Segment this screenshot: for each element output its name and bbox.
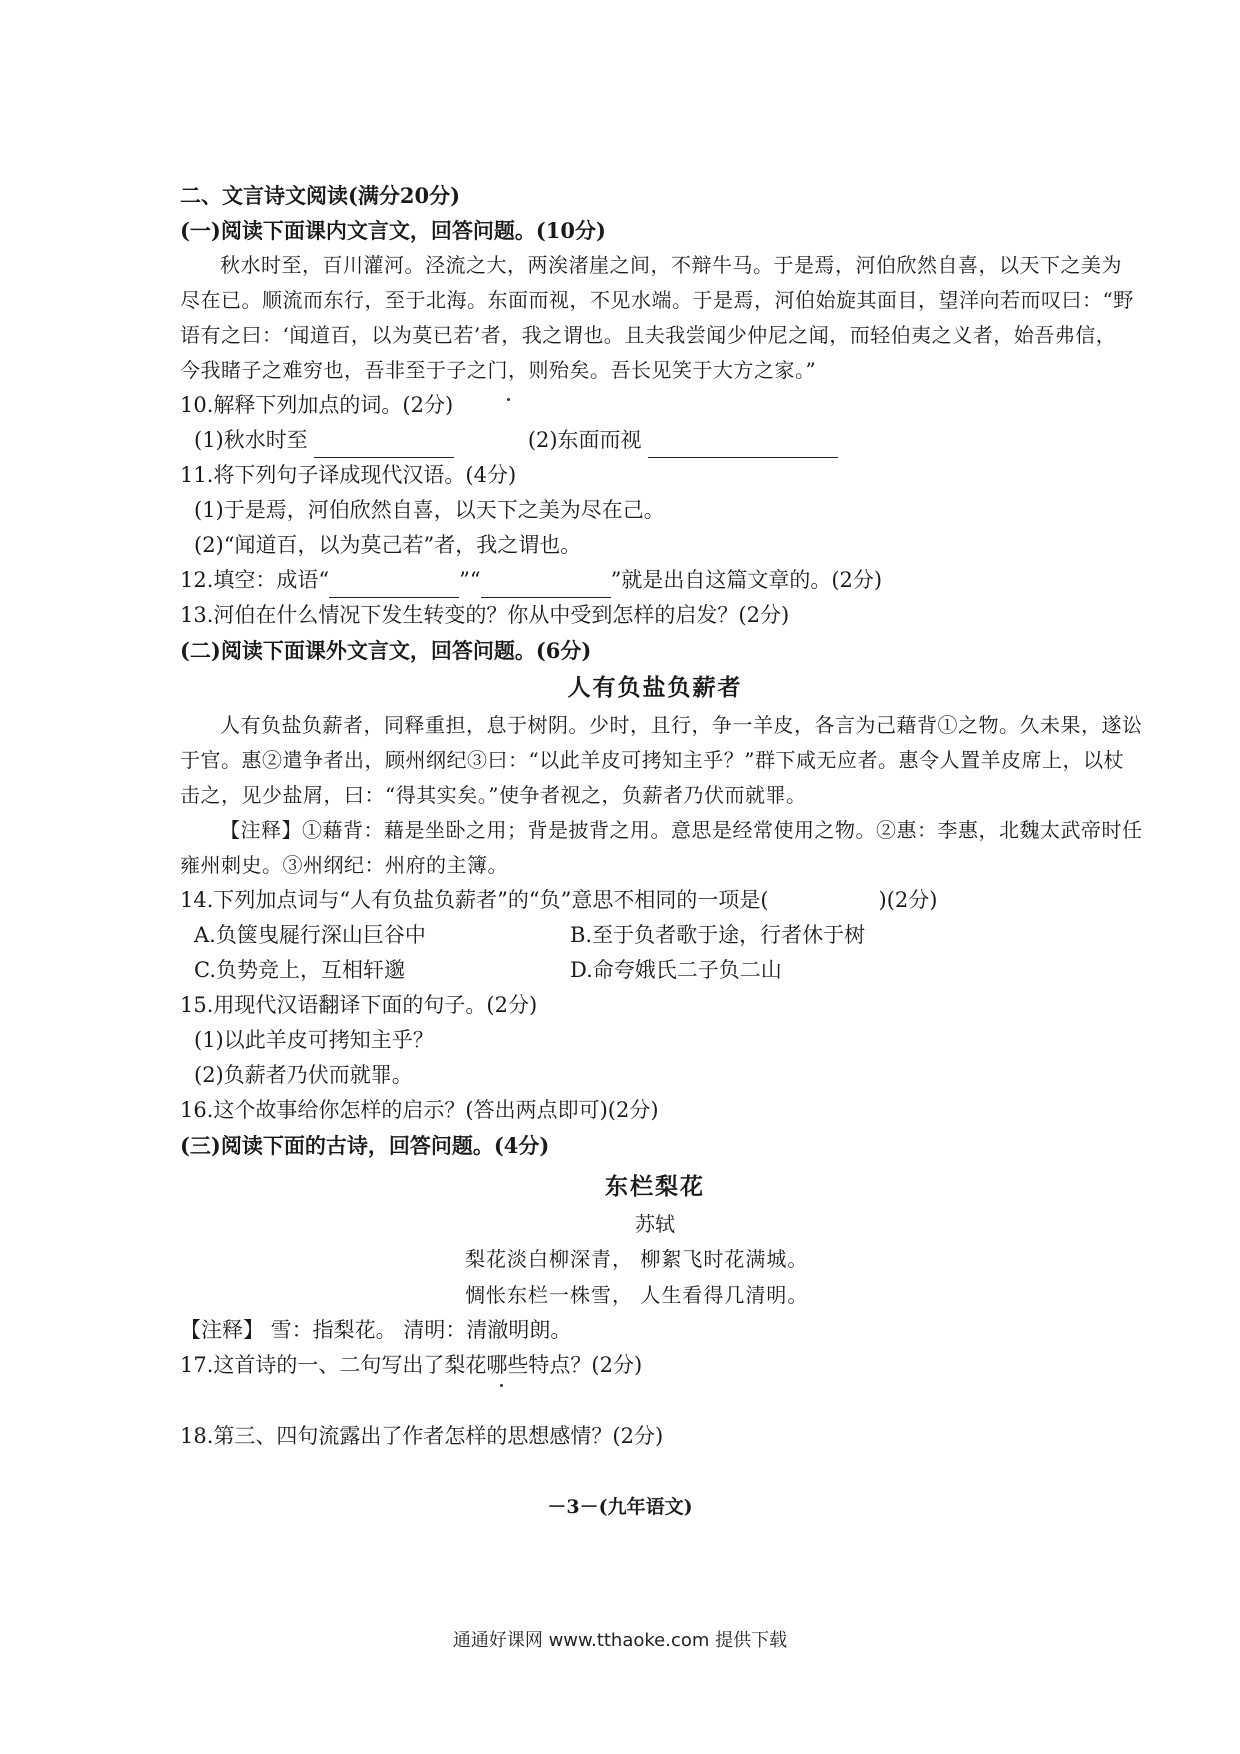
q14-option-c: C.负势竞上，互相轩邈 (194, 958, 405, 982)
part1-passage-line: 语有之曰：‘闻道百，以为莫已若’者，我之谓也。且夫我尝闻少仲尼之闻，而轻伯夷之义者，始吾弗信， (180, 323, 1117, 347)
part1-heading: (一)阅读下面课内文言文，回答问题。(10分) (180, 218, 606, 243)
q16: 16.这个故事给你怎样的启示？(答出两点即可)(2分) (180, 1098, 659, 1122)
part2-title: 人有负盐负薪者 (567, 674, 743, 701)
q12-middle: ”“ (459, 568, 481, 592)
part2-passage-line: 人有负盐负薪者，同释重担，息于树阴。少时，且行，争一羊皮，各言为己藉背①之物。久未果，遂讼 (220, 713, 1143, 737)
q14-stem-end: )(2分) (878, 888, 938, 912)
part2-heading: (二)阅读下面课外文言文，回答问题。(6分) (180, 638, 592, 663)
poem-author: 苏轼 (635, 1212, 675, 1236)
q10-items (180, 423, 1130, 458)
q13: 13.河伯在什么情况下发生转变的？你从中受到怎样的启发？(2分) (180, 603, 790, 627)
q12-blank2[interactable] (481, 571, 611, 598)
part1-passage-line: 尽在已。顺流而东行，至于北海。东面而视，不见水端。于是焉，河伯始旋其面目，望洋向若而叹曰：“野 (180, 288, 1134, 312)
poem-note: 【注释】 雪：指梨花。 清明：清澈明朗。 (180, 1318, 572, 1342)
q12-line (180, 563, 1130, 598)
scan-speck (507, 398, 510, 401)
q10-answer1-blank[interactable] (314, 431, 454, 458)
footer-credit: 通通好课网 www.tthaoke.com 提供下载 (452, 1630, 788, 1651)
poem-line: 梨花淡白柳深青， 柳絮飞时花满城。 (465, 1247, 809, 1271)
part1-passage-line: 秋水时至，百川灌河。泾流之大，两涘渚崖之间，不辩牛马。于是焉，河伯欣然自喜，以天下之美为 (220, 253, 1122, 277)
q11-stem: 11.将下列句子译成现代汉语。(4分) (180, 463, 517, 487)
q14-option-b: B.至于负者歌于途，行者休于树 (570, 923, 866, 947)
q18: 18.第三、四句流露出了作者怎样的思想感情？(2分) (180, 1424, 664, 1448)
q14-options-row (180, 918, 1130, 953)
q14-options-row (180, 953, 1130, 988)
q17: 17.这首诗的一、二句写出了梨花哪些特点？(2分) (180, 1353, 643, 1377)
q10-item2: (2)东面而视 (527, 428, 642, 452)
q10-stem: 10.解释下列加点的词。(2分) (180, 393, 454, 417)
q12-suffix: ”就是出自这篇文章的。(2分) (610, 568, 883, 592)
section-heading: 二、文言诗文阅读(满分20分) (180, 183, 461, 208)
q15-stem: 15.用现代汉语翻译下面的句子。(2分) (180, 993, 538, 1017)
exam-content (180, 178, 1143, 1454)
part2-passage-line: 击之，见少盐屑，曰：“得其实矣。”使争者视之，负薪者乃伏而就罪。 (180, 783, 807, 807)
q14-stem-line (180, 883, 1130, 918)
page-number: －3－(九年语文) (547, 1496, 693, 1518)
part2-passage-line: 于官。惠②遣争者出，顾州纲纪③曰：“以此羊皮可拷知主乎？”群下咸无应者。惠令人置羊皮席上，以杖 (180, 748, 1124, 772)
part3-heading: (三)阅读下面的古诗，回答问题。(4分) (180, 1133, 550, 1158)
poem-title: 东栏梨花 (605, 1173, 705, 1200)
q11-item1: (1)于是焉，河伯欣然自喜，以天下之美为尽在己。 (194, 498, 665, 522)
q10-item1: (1)秋水时至 (194, 428, 308, 452)
q14-option-d: D.命夸娥氏二子负二山 (570, 958, 782, 982)
q14-option-a: A.负箧曳屣行深山巨谷中 (194, 923, 426, 947)
q11-item2: (2)“闻道百，以为莫己若”者，我之谓也。 (194, 533, 582, 557)
part2-note-line: 【注释】①藉背：藉是坐卧之用；背是披背之用。意思是经常使用之物。②惠：李惠，北魏太武帝时任 (220, 818, 1143, 842)
q15-item2: (2)负薪者乃伏而就罪。 (194, 1063, 413, 1087)
q12-blank1[interactable] (329, 571, 459, 598)
q15-item1: (1)以此羊皮可拷知主乎？ (194, 1028, 434, 1052)
q14-stem: 14.下列加点词与“人有负盐负薪者”的“负”意思不相同的一项是( (180, 888, 769, 912)
q10-answer2-blank[interactable] (648, 431, 838, 458)
scan-speck (500, 1384, 503, 1387)
part1-passage-line: 今我睹子之难穷也，吾非至于子之门，则殆矣。吾长见笑于大方之家。” (180, 358, 817, 382)
q12-prefix: 12.填空：成语“ (180, 568, 330, 592)
part2-note-line: 雍州刺史。③州纲纪：州府的主簿。 (180, 853, 508, 877)
poem-line: 惆怅东栏一株雪， 人生看得几清明。 (465, 1283, 809, 1307)
